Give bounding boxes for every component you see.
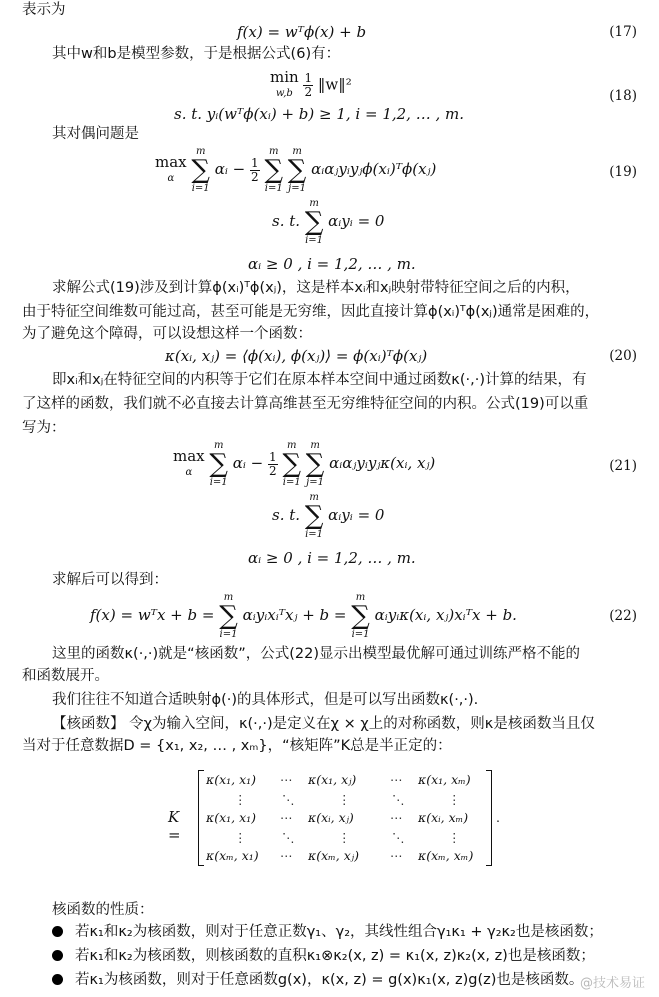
fraction-half: $\frac{1}{2}$ — [269, 449, 277, 478]
matrix-cell: ⋮ — [448, 830, 461, 845]
bullet-icon — [52, 926, 63, 937]
term-alpha: αᵢ − — [214, 160, 246, 178]
st-label: s. t. — [272, 212, 301, 230]
watermark: @技术易证 — [579, 976, 645, 991]
property-text-3: 若κ₁为核函数，则对于任意函数g(x)，κ(x, z) = g(x)κ₁(x, z)g(z)也是核函数。 — [75, 972, 584, 988]
equation-22 — [90, 592, 517, 640]
property-bullet-3 — [52, 970, 583, 990]
constraint-sum-19 — [272, 198, 384, 246]
matrix-cell: ⋯ — [280, 848, 293, 863]
matrix-cell: κ(xₘ, xⱼ) — [308, 848, 359, 863]
matrix-cell: ⋱ — [392, 830, 405, 845]
properties-title: 核函数的性质： — [52, 902, 154, 918]
max-subscript: α — [167, 172, 175, 184]
term-kernel: αᵢαⱼyᵢyⱼκ(xᵢ, xⱼ) — [329, 454, 436, 472]
equation-18-objective — [270, 70, 352, 101]
matrix-cell: κ(xₘ, x₁) — [206, 848, 259, 863]
dual-problem-line: 其对偶问题是 — [52, 126, 139, 142]
paragraph-solution: 求解后可以得到： — [52, 572, 168, 588]
equation-number-22: (22) — [609, 608, 637, 624]
e22-right: αᵢyᵢκ(xᵢ, xⱼ)xᵢᵀx + b. — [374, 606, 517, 624]
matrix-cell: κ(xₘ, xₘ) — [418, 848, 474, 863]
matrix-cell: ⋮ — [448, 792, 461, 807]
matrix-cell: ⋯ — [390, 848, 403, 863]
max-operator: max — [173, 446, 205, 465]
term-alpha: αᵢ − — [232, 454, 264, 472]
matrix-cell: κ(xᵢ, xₘ) — [418, 810, 469, 825]
max-subscript: α — [185, 466, 193, 478]
constraint-term: αᵢyᵢ = 0 — [328, 506, 385, 524]
matrix-cell: κ(x₁, x₁) — [206, 772, 257, 787]
paragraph-kernel-expansion-2: 和函数展开。 — [22, 668, 109, 684]
equation-17: f(x) = wᵀϕ(x) + b — [237, 23, 367, 41]
matrix-cell: ⋮ — [234, 830, 247, 845]
bullet-icon — [52, 950, 63, 961]
equation-number-21: (21) — [609, 458, 637, 474]
paragraph-params: 其中w和b是模型参数，于是根据公式(6)有： — [52, 46, 341, 62]
fraction-half: $\frac{1}{2}$ — [304, 71, 313, 99]
matrix-cell: ⋯ — [390, 772, 403, 787]
sum-i: m ∑ i=1 — [219, 592, 238, 640]
property-text-1: 若κ₁和κ₂为核函数，则对于任意正数γ₁、γ₂，其线性组合γ₁κ₁ + γ₂κ₂也是核函数； — [75, 924, 603, 940]
bullet-icon — [52, 974, 63, 985]
paragraph-kernel-definition-1: 【核函数】 令χ为输入空间，κ(·,·)是定义在χ × χ上的对称函数，则κ是核函数当且仅 — [52, 716, 595, 732]
paragraph-kernel-3: 写为： — [22, 420, 66, 436]
matrix-cell: κ(x₁, x₁) — [206, 810, 257, 825]
matrix-cell: ⋯ — [280, 772, 293, 787]
matrix-cell: κ(xᵢ, xⱼ) — [308, 810, 354, 825]
sum-i: m ∑ i=1 — [304, 198, 324, 246]
sum-j: m ∑ j=1 — [305, 440, 325, 488]
sum-i: m ∑ i=1 — [304, 492, 324, 540]
paragraph-kernel-2: 了这样的函数，我们就不必直接去计算高维甚至无穷维特征空间的内积。公式(19)可以重 — [22, 396, 589, 412]
matrix-cell: ⋯ — [390, 810, 403, 825]
property-text-2: 若κ₁和κ₂为核函数，则核函数的直积κ₁⊗κ₂(x, z) = κ₁(x, z)κ₂(x, z)也是核函数； — [75, 948, 595, 964]
matrix-cell: ⋱ — [282, 792, 295, 807]
constraint-nonneg-21: αᵢ ≥ 0 , i = 1,2, … , m. — [248, 549, 416, 567]
matrix-right-bracket — [486, 770, 492, 866]
property-bullet-1 — [52, 922, 603, 942]
matrix-cell: ⋱ — [392, 792, 405, 807]
equation-number-18: (18) — [609, 88, 637, 104]
equation-number-19: (19) — [609, 164, 637, 180]
matrix-cell: ⋯ — [280, 810, 293, 825]
sum-j: m ∑ j=1 — [287, 146, 307, 194]
paragraph-inner-product-2: 由于特征空间维数可能过高，甚至可能是无穷维，因此直接计算ϕ(xᵢ)ᵀϕ(xⱼ)通常是困难的， — [22, 304, 600, 320]
paragraph-kernel-definition-2: 当对于任意数据D = {x₁, x₂, … , xₘ}，“核矩阵”K总是半正定的： — [22, 738, 452, 754]
intro-line: 表示为 — [22, 2, 66, 18]
fraction-half: $\frac{1}{2}$ — [251, 155, 259, 184]
matrix-cell: ⋮ — [338, 830, 351, 845]
e22-left: f(x) = wᵀx + b = — [90, 606, 215, 624]
constraint-nonneg-19: αᵢ ≥ 0 , i = 1,2, … , m. — [248, 255, 416, 273]
matrix-cell: κ(x₁, xⱼ) — [308, 772, 357, 787]
max-operator: max — [155, 152, 187, 171]
matrix-cell: κ(x₁, xₘ) — [418, 772, 471, 787]
e22-middle: αᵢyᵢxᵢᵀxⱼ + b = — [242, 606, 347, 624]
matrix-cell: ⋮ — [234, 792, 247, 807]
constraint-term: αᵢyᵢ = 0 — [328, 212, 385, 230]
st-label: s. t. — [272, 506, 301, 524]
sum-i: m ∑ i=1 — [191, 146, 210, 194]
equation-21 — [173, 440, 435, 488]
matrix-label: K = — [168, 808, 181, 844]
term-kernel-product: αᵢαⱼyᵢyⱼϕ(xᵢ)ᵀϕ(xⱼ) — [311, 160, 437, 178]
sum-i: m ∑ i=1 — [209, 440, 228, 488]
equation-number-20: (20) — [609, 348, 637, 364]
matrix-cell: ⋮ — [338, 792, 351, 807]
norm-term: ‖w‖² — [317, 75, 352, 94]
sum-i: m ∑ i=1 — [264, 146, 284, 194]
equation-number-17: (17) — [609, 24, 637, 40]
paragraph-kernel-expansion-1: 这里的函数κ(·,·)就是“核函数”，公式(22)显示出模型最优解可通过训练严格不能的 — [52, 646, 580, 662]
paragraph-kernel-1: 即xᵢ和xⱼ在特征空间的内积等于它们在原本样本空间中通过函数κ(·,·)计算的结果，有 — [52, 372, 587, 388]
min-operator: min — [270, 68, 299, 86]
matrix-period: . — [496, 810, 500, 825]
property-bullet-2 — [52, 946, 595, 966]
equation-20: κ(xᵢ, xⱼ) = ⟨ϕ(xᵢ), ϕ(xⱼ)⟩ = ϕ(xᵢ)ᵀϕ(xⱼ) — [165, 347, 428, 365]
paragraph-mapping: 我们往往不知道合适映射ϕ(·)的具体形式，但是可以写出函数κ(·,·). — [52, 692, 479, 708]
sum-i: m ∑ i=1 — [282, 440, 302, 488]
matrix-left-bracket — [198, 770, 204, 866]
equation-19 — [155, 146, 436, 194]
equation-18-constraint: s. t. yᵢ(wᵀϕ(xᵢ) + b) ≥ 1, i = 1,2, … , m. — [174, 105, 465, 123]
min-subscript: w,b — [275, 88, 293, 99]
paragraph-inner-product-3: 为了避免这个障碍，可以设想这样一个函数： — [22, 326, 312, 342]
matrix-cell: ⋱ — [282, 830, 295, 845]
paragraph-inner-product-1: 求解公式(19)涉及到计算ϕ(xᵢ)ᵀϕ(xⱼ)，这是样本xᵢ和xⱼ映射带特征空间之后的内积， — [52, 280, 580, 296]
constraint-sum-21 — [272, 492, 384, 540]
sum-i: m ∑ i=1 — [351, 592, 370, 640]
